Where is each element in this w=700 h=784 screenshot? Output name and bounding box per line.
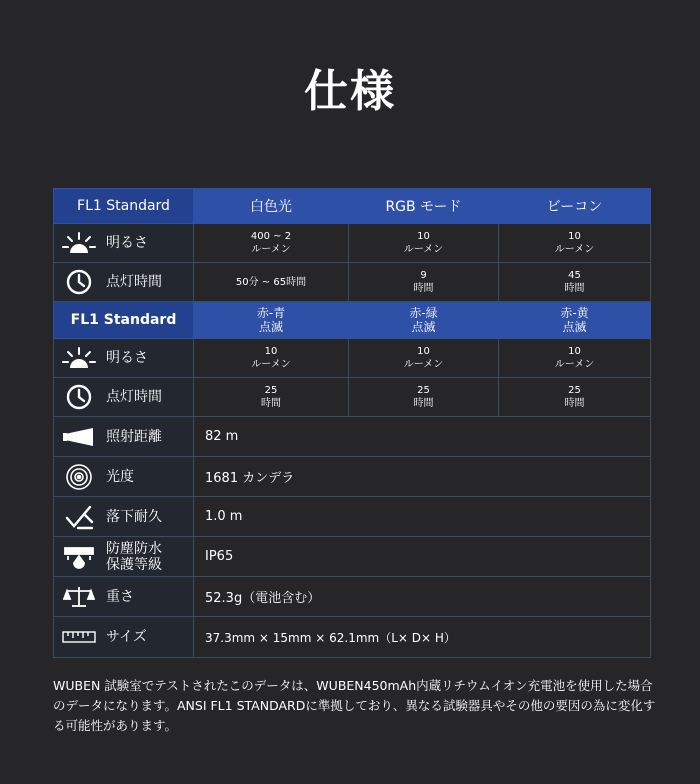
runtime-beacon: 45 時間 [499,263,651,302]
spec-value: IP65 [194,537,651,577]
clock-icon [62,268,96,296]
brightness-label: 明るさ [106,235,148,251]
brightness-red-blue: 10 ルーメン [194,339,349,378]
runtime-red-yellow: 25 時間 [499,378,651,417]
spec-label: 防塵防水 保護等級 [106,540,162,573]
header-model: FL1 Standard [54,189,194,224]
header-row [54,189,651,224]
header-white-light: 白色光 [194,189,349,224]
spec-label: 落下耐久 [106,508,162,525]
header2-red-yellow: 赤-黄 点滅 [499,302,651,339]
ruler-icon [62,623,96,651]
runtime-white: 50分 ~ 65時間 [194,263,349,302]
header2-red-blue: 赤-青 点滅 [194,302,349,339]
drop-icon [62,503,96,531]
header-row-2 [54,302,651,339]
spec-value: 52.3g（電池含む） [194,577,651,617]
brightness-row-2 [54,339,651,378]
spec-value: 1.0 m [194,497,651,537]
header2-red-green: 赤-緑 点滅 [349,302,499,339]
spec-label: 重さ [106,588,134,605]
intensity-icon [62,463,96,491]
spec-row-intensity [54,457,651,497]
spec-value: 82 m [194,417,651,457]
spec-row-weight [54,577,651,617]
header-rgb-mode: RGB モード [349,189,499,224]
runtime-red-blue: 25 時間 [194,378,349,417]
spec-value: 37.3mm × 15mm × 62.1mm（L× D× H） [194,617,651,658]
brightness-beacon: 10 ルーメン [499,224,651,263]
header2-model: FL1 Standard [54,302,194,339]
spec-value: 1681 カンデラ [194,457,651,497]
header-beacon: ビーコン [499,189,651,224]
brightness-red-green: 10 ルーメン [349,339,499,378]
brightness-label: 明るさ [106,350,148,366]
spec-label: 照射距離 [106,428,162,445]
footnote: WUBEN 試験室でテストされたこのデータは、WUBEN450mAh内蔵リチウムイオン充電池を使用した場合のデータになります。ANSI FL1 STANDARDに準拠しており、異なる試験器具やその他の要因の為に変化する可能性があります。 [53,678,656,733]
spec-row-waterproof [54,537,651,577]
brightness-white: 400 ~ 2 ルーメン [194,224,349,263]
clock-icon [62,383,96,411]
brightness-icon [62,344,96,372]
page-title: 仕様 [304,66,396,117]
runtime-row-2 [54,378,651,417]
runtime-label: 点灯時間 [106,389,162,405]
brightness-rgb: 10 ルーメン [349,224,499,263]
spec-row-size [54,617,651,658]
runtime-label: 点灯時間 [106,274,162,290]
spec-label: 光度 [106,468,134,485]
waterproof-icon [62,543,96,571]
scale-icon [62,583,96,611]
spec-table [53,188,651,658]
spec-label: サイズ [106,629,147,645]
runtime-row-1 [54,263,651,302]
brightness-red-yellow: 10 ルーメン [499,339,651,378]
runtime-rgb: 9 時間 [349,263,499,302]
runtime-red-green: 25 時間 [349,378,499,417]
brightness-row-1 [54,224,651,263]
spec-row-beam-distance [54,417,651,457]
beam-distance-icon [62,423,96,451]
brightness-icon [62,229,96,257]
spec-row-drop [54,497,651,537]
